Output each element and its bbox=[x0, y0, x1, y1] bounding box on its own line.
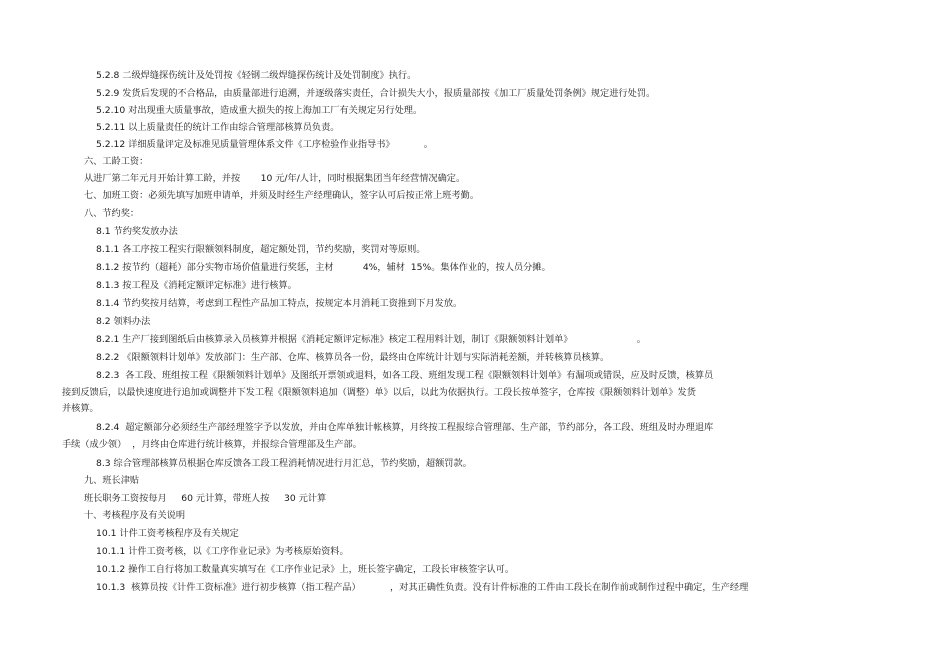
text-line: 8.1 节约奖发放办法 bbox=[96, 226, 178, 237]
text-line: 并核算。 bbox=[62, 403, 99, 414]
text-line: 从进厂第二年元月开始计算工龄，并按 10 元/年/人计，同时根据集团当年经营情况确定。 bbox=[84, 173, 466, 184]
text-line: 8.1.4 节约奖按月结算，考虑到工程性产品加工特点，按规定本月消耗工资推到下月发放。 bbox=[96, 298, 463, 309]
text-line: 8.3 综合管理部核算员根据仓库反馈各工段工程消耗情况进行月汇总，节约奖励，超额罚款。 bbox=[96, 458, 472, 469]
text-line: 8.1.3 按工程及《消耗定额评定标准》进行核算。 bbox=[96, 280, 297, 291]
text-line: 5.2.12 详细质量评定及标准见质量管理体系文件《工序检验作业指导书》 。 bbox=[96, 139, 433, 150]
text-line: 5.2.9 发货后发现的不合格品，由质量部进行追溯，并逐级落实责任，合计损失大小，报质量部按《加工厂质量处罚条例》规定进行处罚。 bbox=[96, 88, 656, 99]
text-line: 10.1.2 操作工自行将加工数量真实填写在《工序作业记录》上，班长签字确定，工段长审核签字认可。 bbox=[96, 564, 515, 575]
section-heading: 七、加班工资：必须先填写加班申请单，并须及时经生产经理确认，签字认可后按正常上班考勤。 bbox=[84, 190, 480, 201]
section-heading: 八、节约奖： bbox=[84, 208, 140, 219]
text-line: 手续（成少领） ，月终由仓库进行统计核算，并报综合管理部及生产部。 bbox=[62, 439, 362, 450]
text-line: 8.2 领料办法 bbox=[96, 316, 151, 327]
text-line: 5.2.11 以上质量责任的统计工作由综合管理部核算员负责。 bbox=[96, 122, 340, 133]
text-line: 接到反馈后，以最快速度进行追加或调整并下发工程《限额领料追加（调整）单》以后，以此为依据执行。工段长按单签字，仓库按《限额领料计划单》发货 bbox=[62, 387, 696, 398]
text-line: 8.2.1 生产厂接到图纸后由核算录入员核算并根据《消耗定额评定标准》核定工程用料计划，制订《限额领料计划单》 。 bbox=[96, 334, 646, 345]
text-line: 8.2.2 《限额领料计划单》发放部门：生产部、仓库、核算员各一份，最终由仓库统计计划与实际消耗差额，并转核算员核算。 bbox=[96, 352, 610, 363]
text-line: 班长职务工资按每月 60 元计算，带班人按 30 元计算 bbox=[84, 493, 327, 504]
section-heading: 九、班长津贴 bbox=[84, 475, 140, 486]
section-heading: 六、工龄工资： bbox=[84, 156, 149, 167]
text-line: 8.1.1 各工序按工程实行限额领料制度，超定额处罚，节约奖励，奖罚对等原则。 bbox=[96, 244, 426, 255]
text-line: 10.1.3 核算员按《计件工资标准》进行初步核算（指工程产品） ，对其正确性负责。没有计件标准的工件由工段长在制作前或制作过程中确定，生产经理 bbox=[96, 582, 749, 593]
text-line: 10.1 计件工资考核程序及有关规定 bbox=[96, 528, 239, 539]
text-line: 10.1.1 计件工资考核，以《工序作业记录》为考核原始资料。 bbox=[96, 546, 349, 557]
text-line: 8.1.2 按节约（超耗）部分实物市场价值量进行奖惩，主材 4%，辅材 15%。集体作业的，按人员分摊。 bbox=[96, 262, 551, 273]
text-line: 5.2.8 二级焊缝探伤统计及处罚按《轻钢二级焊缝探伤统计及处罚制度》执行。 bbox=[96, 70, 417, 81]
text-line: 5.2.10 对出现重大质量事故，造成重大损失的按上海加工厂有关规定另行处理。 bbox=[96, 105, 423, 116]
section-heading: 十、考核程序及有关说明 bbox=[84, 510, 186, 521]
text-line: 8.2.3 各工段、班组按工程《限额领料计划单》及图纸开票领或退料，如各工段、班组发现工程《限额领料计划单》有漏项或错误，应及时反馈，核算员 bbox=[96, 370, 714, 381]
text-line: 8.2.4 超定额部分必须经生产部经理签字予以发放，并由仓库单独计帐核算，月终按工程报综合管理部、生产部，节约部分，各工段、班组及时办理退库 bbox=[96, 422, 714, 433]
